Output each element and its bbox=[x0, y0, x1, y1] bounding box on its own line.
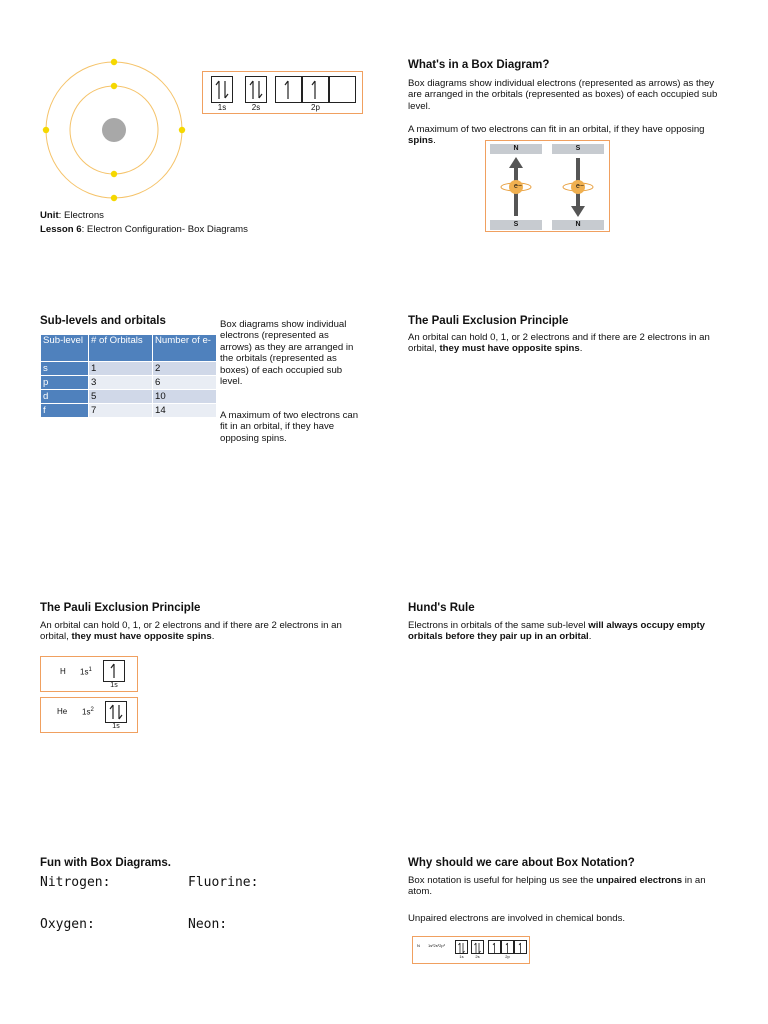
care-text1-start: Box notation is useful for helping us see the bbox=[408, 875, 597, 886]
care-text1 bbox=[408, 875, 730, 898]
orbital-box-1s bbox=[105, 701, 127, 723]
table-cell: p bbox=[41, 376, 89, 390]
orbital-box-2p-1 bbox=[488, 940, 501, 954]
pauli2-text-start: An orbital can hold 0, 1, or 2 electrons and if there are 2 electrons in an orbital, bbox=[40, 620, 342, 643]
table-row bbox=[41, 376, 217, 390]
orbital-box-2p-3 bbox=[329, 76, 356, 103]
config-sup: 2 bbox=[90, 707, 94, 713]
table-header: # of Orbitals bbox=[89, 335, 153, 362]
hund-text-end: . bbox=[588, 631, 592, 643]
care-text1-bold: unpaired electrons bbox=[596, 875, 683, 886]
lesson-line bbox=[40, 224, 248, 235]
electron-label-right: e− bbox=[576, 183, 584, 190]
config-text: 1s bbox=[82, 707, 91, 717]
orbital-label: 2s bbox=[475, 954, 480, 959]
electron-config bbox=[82, 707, 94, 717]
magnet-right-top: S bbox=[552, 144, 604, 154]
electron-config bbox=[80, 667, 92, 677]
orbital-box-1s bbox=[455, 940, 468, 954]
table-cell: 2 bbox=[153, 362, 217, 376]
orbital-box-2s bbox=[245, 76, 267, 103]
table-cell: 1 bbox=[89, 362, 153, 376]
para2-text: A maximum of two electrons can fit in an orbital, if they have opposing bbox=[408, 124, 705, 135]
table-row bbox=[41, 362, 217, 376]
table-cell: 14 bbox=[153, 404, 217, 418]
nucleus bbox=[102, 118, 126, 142]
box-diagram-para1: Box diagrams show individual electrons (represented as arrows) as they are arranged in the orbitals (represented as boxes) of each occupied sub level. bbox=[408, 78, 718, 112]
hund-text-start: Electrons in orbitals of the same sub-level bbox=[408, 620, 589, 631]
orbital-label: 2s bbox=[251, 103, 261, 112]
element-symbol: N bbox=[417, 943, 420, 948]
para2-end: . bbox=[433, 135, 436, 147]
hydrogen-box-diagram bbox=[40, 656, 138, 692]
table-header-row bbox=[41, 335, 217, 362]
pauli-text bbox=[408, 332, 730, 355]
orbital-label: 1s bbox=[110, 682, 118, 689]
fun-heading: Fun with Box Diagrams. bbox=[40, 857, 171, 869]
sublevels-table bbox=[40, 334, 217, 418]
element-symbol: He bbox=[57, 707, 68, 716]
care-text2: Unpaired electrons are involved in chemical bonds. bbox=[408, 913, 626, 924]
pauli-heading: The Pauli Exclusion Principle bbox=[408, 315, 569, 327]
helium-box-diagram bbox=[40, 697, 138, 733]
pauli-text-start: An orbital can hold 0, 1, or 2 electrons and if there are 2 electrons in an orbital, bbox=[408, 332, 710, 355]
para2-bold: spins bbox=[408, 135, 434, 147]
orbital-box-2p-3 bbox=[514, 940, 527, 954]
fun-item-nitrogen: Nitrogen: bbox=[40, 875, 111, 890]
hund-text-bold: will always occupy empty orbitals before they pair up in an orbital bbox=[408, 620, 706, 643]
care-text1-end: in an atom. bbox=[408, 875, 706, 898]
sublevels-side-para1: Box diagrams show individual electrons (represented as arrows) as they are arranged in the orbitals (represented as boxes) of each occupied sub level. bbox=[220, 319, 354, 388]
orbital-box-1s bbox=[211, 76, 233, 103]
electron-spin-figure bbox=[485, 140, 610, 232]
config-text: 1s bbox=[80, 667, 89, 677]
electron-config: 1s²2s²2p³ bbox=[428, 943, 445, 948]
table-cell: 3 bbox=[89, 376, 153, 390]
hund-text bbox=[408, 620, 730, 643]
orbital-label: 1s bbox=[112, 723, 120, 730]
orbital-label: 1s bbox=[459, 954, 464, 959]
fun-item-fluorine: Fluorine: bbox=[188, 875, 259, 890]
table-cell: 5 bbox=[89, 390, 153, 404]
table-cell: f bbox=[41, 404, 89, 418]
pauli2-text-bold: they must have opposite spins bbox=[71, 631, 212, 643]
orbital-box-2s bbox=[471, 940, 484, 954]
sublevels-side-para2: A maximum of two electrons can fit in an orbital, if they have opposing spins. bbox=[220, 410, 359, 444]
pauli-text-end: . bbox=[579, 343, 583, 355]
table-cell: 10 bbox=[153, 390, 217, 404]
orbital-box-2p-2 bbox=[501, 940, 514, 954]
orbital-box-2p-2 bbox=[302, 76, 329, 103]
table-cell: s bbox=[41, 362, 89, 376]
orbital-label: 1s bbox=[217, 103, 227, 112]
pauli-text-2 bbox=[40, 620, 362, 643]
lesson-value: : Electron Configuration- Box Diagrams bbox=[81, 224, 248, 235]
sublevels-heading: Sub-levels and orbitals bbox=[40, 315, 166, 327]
fun-item-oxygen: Oxygen: bbox=[40, 917, 95, 932]
magnet-right-bottom: N bbox=[552, 220, 604, 230]
fun-item-neon: Neon: bbox=[188, 917, 228, 932]
table-cell: 7 bbox=[89, 404, 153, 418]
nitrogen-box-diagram bbox=[412, 936, 530, 964]
table-header: Sub-level bbox=[41, 335, 89, 362]
pauli2-text-end: . bbox=[211, 631, 215, 643]
orbital-label: 2p bbox=[505, 954, 510, 959]
atom-diagram bbox=[38, 54, 192, 206]
orbital-box-1s bbox=[103, 660, 125, 682]
unit-label: Unit bbox=[40, 210, 59, 221]
lesson-label: Lesson 6 bbox=[40, 224, 82, 235]
orbital-box-2p-1 bbox=[275, 76, 302, 103]
config-sup: 1 bbox=[88, 667, 92, 673]
unit-value: : Electrons bbox=[58, 210, 104, 221]
electron-label-left: e− bbox=[514, 183, 522, 190]
box-diagram-heading: What's in a Box Diagram? bbox=[408, 59, 550, 71]
pauli-heading-2: The Pauli Exclusion Principle bbox=[40, 602, 201, 614]
magnet-left-bottom: S bbox=[490, 220, 542, 230]
magnet-left-top: N bbox=[490, 144, 542, 154]
hund-heading: Hund's Rule bbox=[408, 602, 475, 614]
pauli-text-bold: they must have opposite spins bbox=[439, 343, 580, 355]
care-heading: Why should we care about Box Notation? bbox=[408, 857, 635, 869]
unit-line bbox=[40, 210, 104, 221]
table-cell: 6 bbox=[153, 376, 217, 390]
table-row bbox=[41, 390, 217, 404]
table-cell: d bbox=[41, 390, 89, 404]
orbital-label: 2p bbox=[311, 103, 320, 112]
table-row bbox=[41, 404, 217, 418]
table-header: Number of e- bbox=[153, 335, 217, 362]
element-symbol: H bbox=[60, 667, 66, 676]
box-diagram-example bbox=[202, 71, 363, 114]
